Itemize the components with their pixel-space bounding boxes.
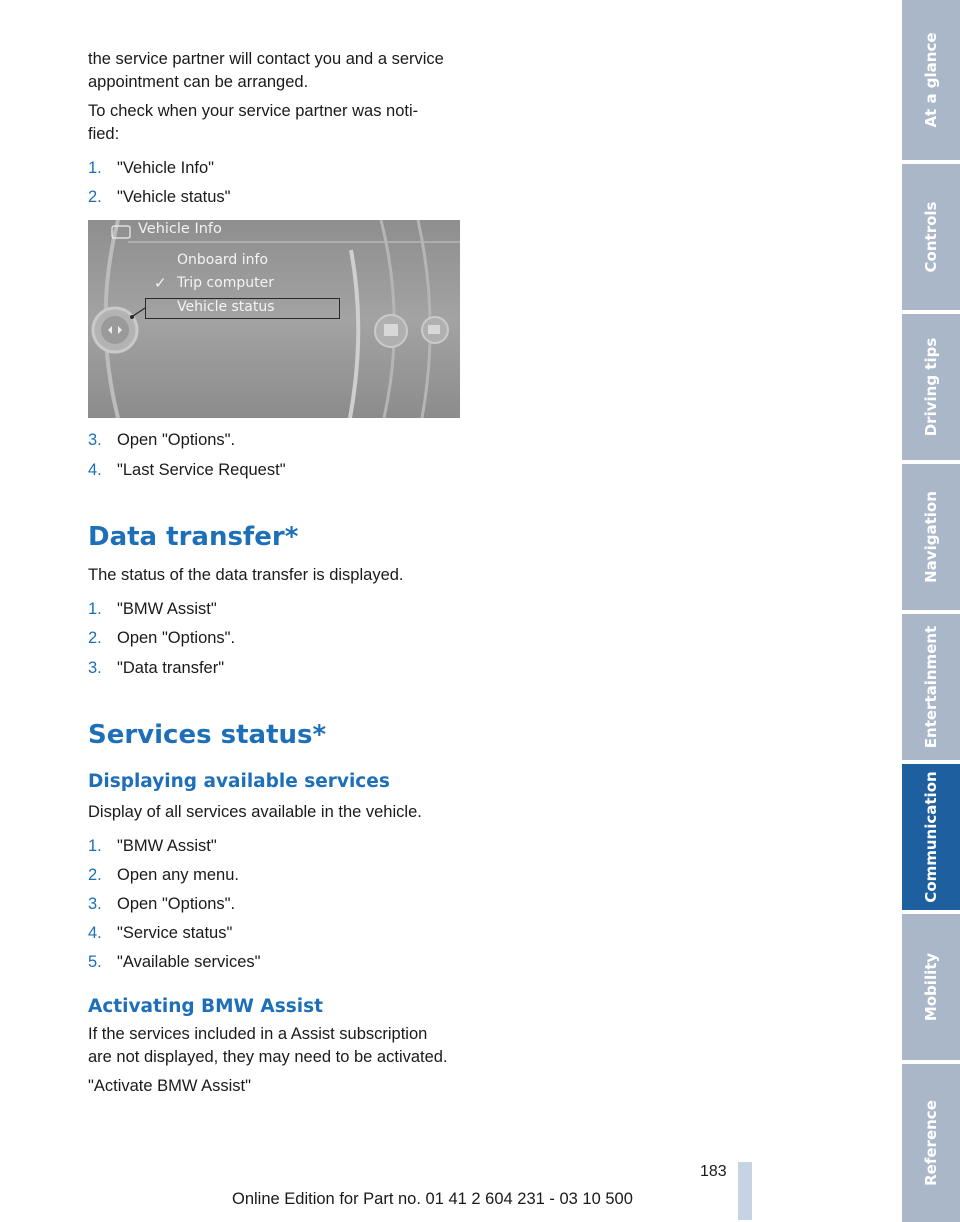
step-item: 1. "BMW Assist" [88,837,217,855]
intro-line-1: the service partner will contact you and a service [88,50,444,68]
chapter-sidebar [902,0,960,1222]
step-item: 3. Open "Options". [88,431,236,449]
tab-driving-tips[interactable]: Driving tips [902,314,960,460]
menu-item-onboard-info[interactable]: Onboard info [177,252,269,268]
step-item: 2. Open any menu. [88,866,239,884]
step-item: 2. Open "Options". [88,629,236,647]
heading-data-transfer: Data transfer* [88,522,299,552]
idrive-screen [88,220,460,418]
step-item: 4. "Service status" [88,924,233,942]
tab-navigation[interactable]: Navigation [902,464,960,610]
tab-entertainment[interactable]: Entertainment [902,614,960,760]
footer-text: Online Edition for Part no. 01 41 2 604 231 - 03 10 500 [232,1190,633,1208]
services-text: Display of all services available in the vehicle. [88,803,422,821]
check-line-1: To check when your service partner was noti‐ [88,102,419,120]
subheading-activating-assist: Activating BMW Assist [88,996,323,1017]
step-item: 1. "Vehicle Info" [88,159,215,177]
heading-services-status: Services status* [88,720,327,750]
subheading-displaying-services: Displaying available services [88,771,390,792]
step-item: 5. "Available services" [88,953,261,971]
step-item: 1. "BMW Assist" [88,600,217,618]
page-number: 183 [700,1163,727,1180]
step-item: 3. Open "Options". [88,895,236,913]
step-item: 3. "Data transfer" [88,659,225,677]
intro-line-2: appointment can be arranged. [88,73,309,91]
menu-item-trip-computer[interactable]: Trip computer [177,275,274,291]
tab-reference[interactable]: Reference [902,1064,960,1222]
menu-item-vehicle-status[interactable]: Vehicle status [177,299,275,315]
check-line-2: fied: [88,125,120,143]
activate-line-2: are not displayed, they may need to be activated. [88,1048,448,1066]
tab-communication[interactable]: Communication [902,764,960,910]
tab-controls[interactable]: Controls [902,164,960,310]
step-item: 2. "Vehicle status" [88,188,231,206]
step-item: 4. "Last Service Request" [88,461,286,479]
tab-at-a-glance[interactable]: At a glance [902,0,960,160]
tab-mobility[interactable]: Mobility [902,914,960,1060]
screen-background-graphic [88,220,460,418]
page-marker-bar [738,1162,752,1220]
check-icon: ✓ [154,275,167,292]
screen-title: Vehicle Info [138,221,222,237]
activate-action: "Activate BMW Assist" [88,1077,251,1095]
activate-line-1: If the services included in a Assist subscription [88,1025,428,1043]
data-transfer-text: The status of the data transfer is displayed. [88,566,404,584]
